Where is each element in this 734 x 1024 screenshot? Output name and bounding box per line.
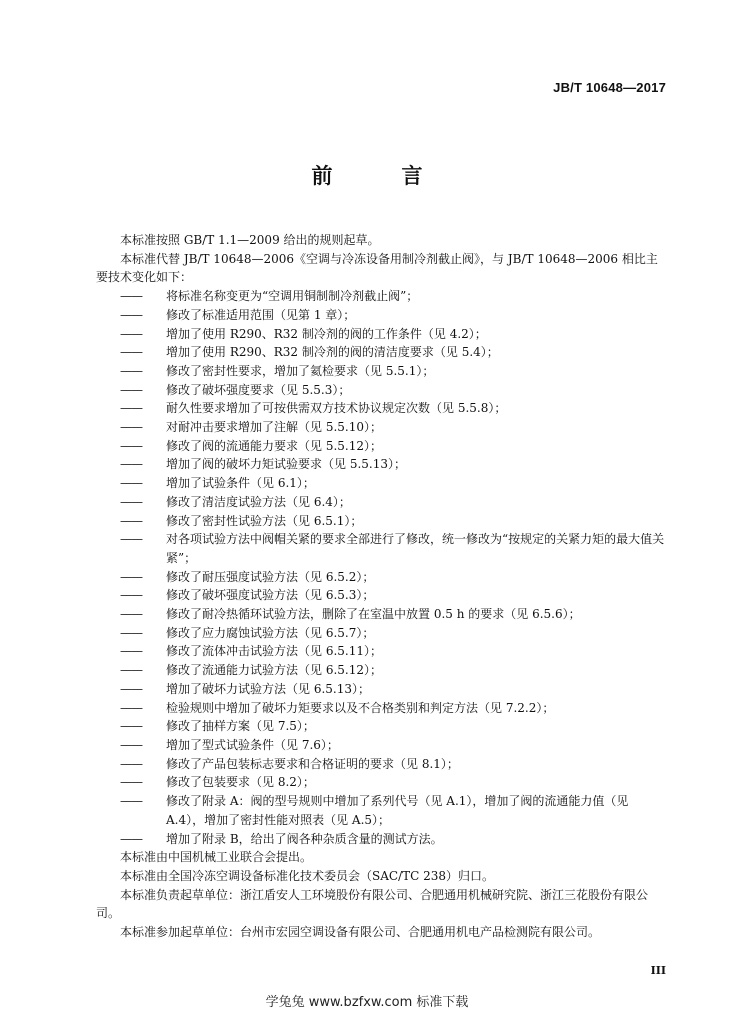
change-text: 修改了耐冷热循环试验方法，删除了在室温中放置 0.5 h 的要求（见 6.5.6）；: [166, 607, 581, 622]
change-item: [120, 624, 668, 643]
list-dash: ——: [120, 737, 142, 752]
change-text: 对各项试验方法中阀帽关紧的要求全部进行了修改，统一修改为“按规定的关紧力矩的最大值关紧”；: [166, 532, 665, 565]
list-dash: ——: [120, 494, 142, 509]
list-dash: ——: [120, 401, 142, 416]
change-item: [120, 568, 668, 587]
change-text: 增加了阀的破坏力矩试验要求（见 5.5.13）；: [166, 457, 406, 472]
document-body: [96, 231, 668, 942]
change-item: [120, 437, 668, 456]
change-text: 修改了流通能力试验方法（见 6.5.12）；: [166, 663, 382, 678]
change-text: 增加了附录 B，给出了阀各种杂质含量的测试方法。: [166, 831, 443, 846]
list-dash: ——: [120, 532, 142, 547]
change-item: [120, 455, 668, 474]
closing-paragraph: 本标准由全国冷冻空调设备标准化技术委员会（SAC/TC 238）归口。: [120, 868, 495, 883]
list-dash: ——: [120, 513, 142, 528]
change-item: [120, 605, 668, 624]
list-dash: ——: [120, 588, 142, 603]
list-dash: ——: [120, 289, 142, 304]
change-item: [120, 418, 668, 437]
intro-paragraph: 本标准代替 JB/T 10648—2006《空调与冷冻设备用制冷剂截止阀》，与 JB/T 10648—2006 相比主要技术变化如下：: [96, 251, 658, 285]
closing-paragraph: 本标准由中国机械工业联合会提出。: [120, 850, 313, 865]
change-item: [120, 306, 668, 325]
change-item: [120, 586, 668, 605]
change-text: 修改了附录 A：阀的型号规则中增加了系列代号（见 A.1），增加了阀的流通能力值（见 A.4），增加了密封性能对照表（见 A.5）；: [166, 794, 629, 827]
change-item: [120, 530, 668, 567]
change-item: [120, 474, 668, 493]
list-dash: ——: [120, 625, 142, 640]
list-dash: ——: [120, 719, 142, 734]
change-text: 修改了密封性试验方法（见 6.5.1）；: [166, 513, 363, 528]
list-dash: ——: [120, 382, 142, 397]
change-text: 对耐冲击要求增加了注解（见 5.5.10）；: [166, 420, 382, 435]
change-item: [120, 755, 668, 774]
change-text: 修改了清洁度试验方法（见 6.4）；: [166, 494, 351, 509]
change-text: 增加了型式试验条件（见 7.6）；: [166, 737, 339, 752]
list-dash: ——: [120, 569, 142, 584]
change-item: [120, 792, 668, 829]
change-text: 增加了使用 R290、R32 制冷剂的阀的工作条件（见 4.2）；: [166, 326, 487, 341]
change-text: 修改了应力腐蚀试验方法（见 6.5.7）；: [166, 625, 375, 640]
footer-watermark: 学兔兔 www.bzfxw.com 标准下载: [265, 995, 469, 1010]
standard-code: JB/T 10648—2017: [553, 80, 666, 95]
change-item: [120, 381, 668, 400]
change-text: 增加了试验条件（见 6.1）；: [166, 476, 315, 491]
list-dash: ——: [120, 438, 142, 453]
change-item: [120, 699, 668, 718]
change-text: 耐久性要求增加了可按供需双方技术协议规定次数（见 5.5.8）；: [166, 401, 507, 416]
change-text: 修改了包装要求（见 8.2）；: [166, 775, 315, 790]
change-item: [120, 493, 668, 512]
change-text: 修改了破坏强度试验方法（见 6.5.3）；: [166, 588, 375, 603]
change-item: [120, 830, 668, 849]
change-text: 修改了产品包装标志要求和合格证明的要求（见 8.1）；: [166, 756, 459, 771]
change-item: [120, 325, 668, 344]
change-text: 增加了破坏力试验方法（见 6.5.13）；: [166, 681, 370, 696]
list-dash: ——: [120, 326, 142, 341]
closing-paragraph: 本标准负责起草单位：浙江盾安人工环境股份有限公司、合肥通用机械研究院、浙江三花股份有限公司。: [96, 887, 649, 921]
change-item: [120, 680, 668, 699]
list-dash: ——: [120, 831, 142, 846]
page-number: III: [650, 964, 666, 977]
list-dash: ——: [120, 607, 142, 622]
change-text: 修改了抽样方案（见 7.5）；: [166, 719, 315, 734]
change-item: [120, 343, 668, 362]
change-text: 将标准名称变更为“空调用铜制制冷剂截止阀”；: [166, 289, 419, 304]
change-text: 检验规则中增加了破坏力矩要求以及不合格类别和判定方法（见 7.2.2）；: [166, 700, 555, 715]
list-dash: ——: [120, 775, 142, 790]
change-text: 增加了使用 R290、R32 制冷剂的阀的清洁度要求（见 5.4）；: [166, 345, 499, 360]
list-dash: ——: [120, 681, 142, 696]
change-item: [120, 287, 668, 306]
closing-paragraph: 本标准参加起草单位：台州市宏园空调设备有限公司、合肥通用机电产品检测院有限公司。: [120, 925, 601, 940]
change-text: 修改了标准适用范围（见第 1 章）；: [166, 307, 356, 322]
list-dash: ——: [120, 756, 142, 771]
change-item: [120, 362, 668, 381]
list-dash: ——: [120, 307, 142, 322]
page-title: 前 言: [311, 164, 447, 188]
change-item: [120, 736, 668, 755]
change-text: 修改了流体冲击试验方法（见 6.5.11）；: [166, 644, 382, 659]
list-dash: ——: [120, 457, 142, 472]
list-dash: ——: [120, 363, 142, 378]
change-item: [120, 661, 668, 680]
list-dash: ——: [120, 476, 142, 491]
list-dash: ——: [120, 663, 142, 678]
change-item: [120, 399, 668, 418]
list-dash: ——: [120, 644, 142, 659]
list-dash: ——: [120, 420, 142, 435]
change-item: [120, 773, 668, 792]
change-item: [120, 717, 668, 736]
intro-paragraph: 本标准按照 GB/T 1.1—2009 给出的规则起草。: [120, 233, 380, 247]
change-text: 修改了破坏强度要求（见 5.5.3）；: [166, 382, 351, 397]
list-dash: ——: [120, 700, 142, 715]
change-text: 修改了耐压强度试验方法（见 6.5.2）；: [166, 569, 375, 584]
list-dash: ——: [120, 345, 142, 360]
change-text: 修改了密封性要求，增加了氦检要求（见 5.5.1）；: [166, 363, 435, 378]
change-text: 修改了阀的流通能力要求（见 5.5.12）；: [166, 438, 382, 453]
changes-list: [96, 287, 668, 848]
list-dash: ——: [120, 794, 142, 809]
change-item: [120, 642, 668, 661]
change-item: [120, 512, 668, 531]
